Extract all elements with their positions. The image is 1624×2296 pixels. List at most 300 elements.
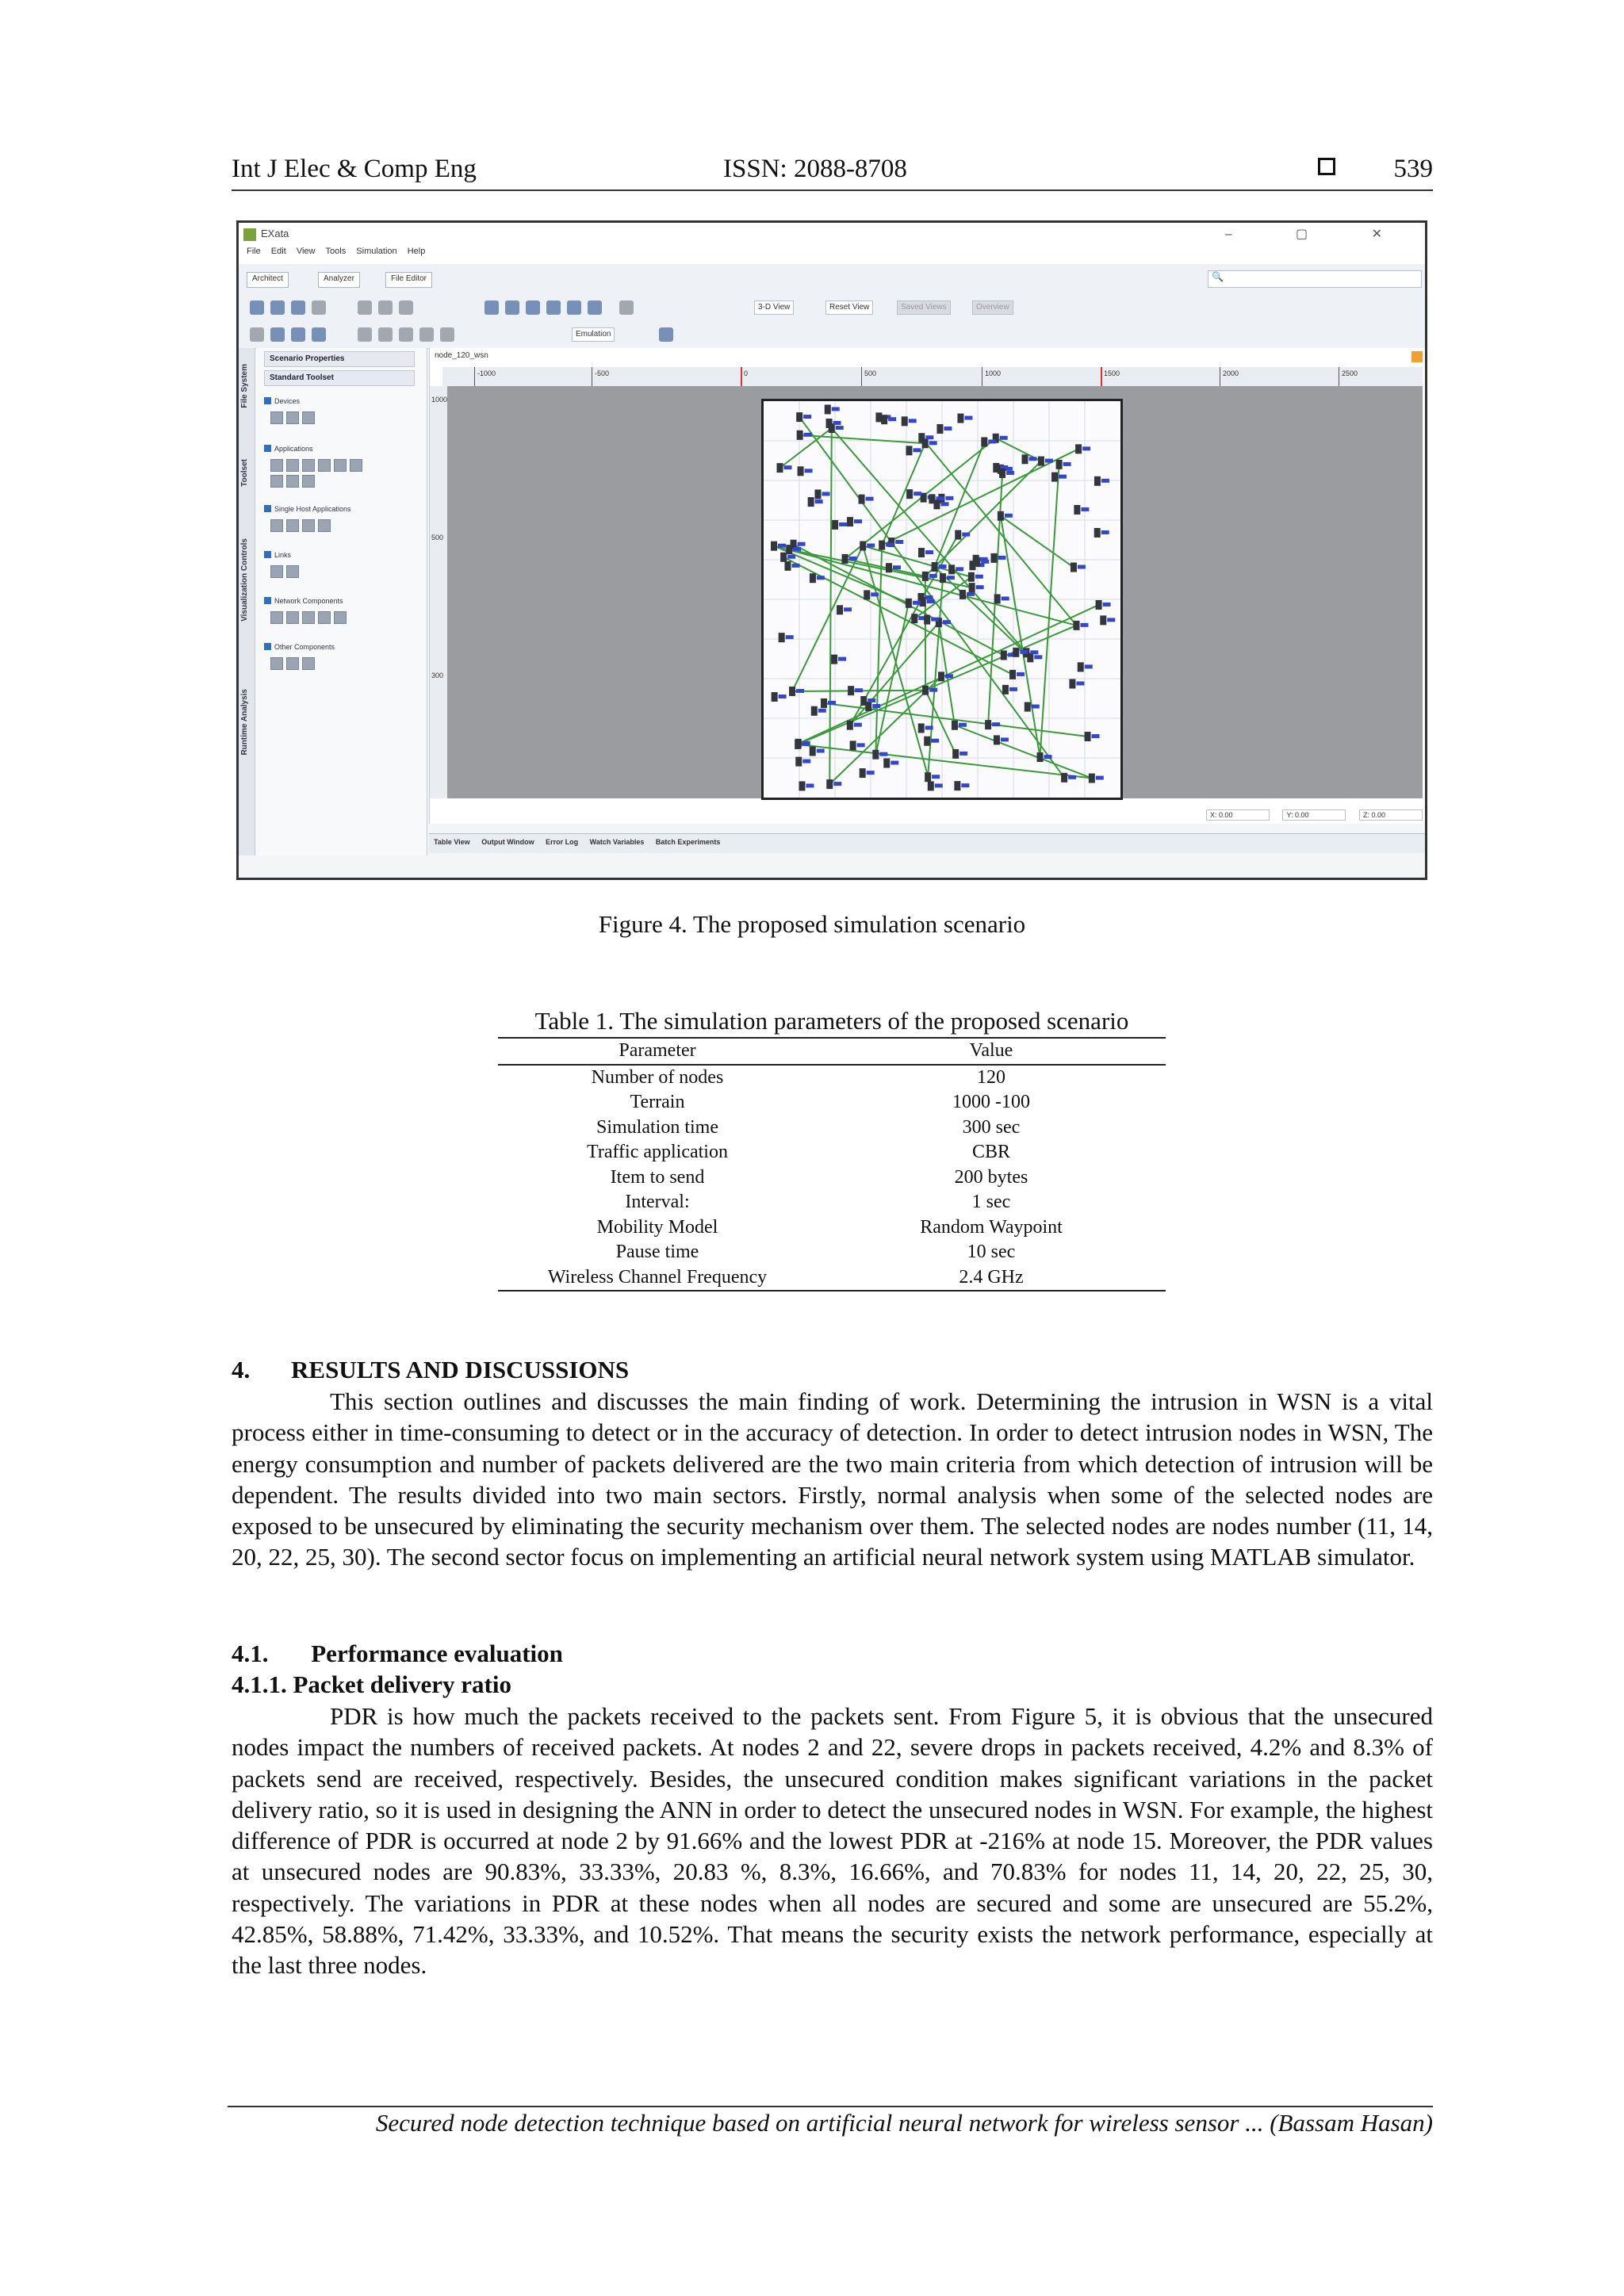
- table-row: [498, 1240, 1166, 1265]
- node-label-mark: [818, 709, 826, 713]
- node-label-mark: [1000, 436, 1008, 440]
- save-icon: [291, 300, 305, 315]
- node-label-mark: [1032, 705, 1040, 709]
- sensor-node: [1002, 685, 1009, 695]
- sensor-node: [796, 412, 802, 422]
- gear-icon: [270, 327, 285, 342]
- measure-icon: [619, 300, 634, 315]
- sensor-node: [1037, 752, 1044, 762]
- sensor-node: [906, 599, 912, 608]
- node-label-mark: [854, 723, 862, 727]
- node-label-mark: [817, 749, 825, 753]
- node-label-mark: [961, 783, 969, 787]
- table-row: [498, 1165, 1166, 1191]
- node-label-mark: [793, 547, 801, 551]
- table-row: [498, 1115, 1166, 1141]
- app-icon: [243, 228, 256, 241]
- node-label-mark: [802, 742, 810, 746]
- sensor-node: [940, 573, 946, 583]
- sensor-node: [860, 768, 866, 778]
- sensor-node: [932, 562, 938, 572]
- node-label-mark: [867, 544, 875, 548]
- node-label-mark: [1082, 446, 1090, 450]
- column-header: Value: [817, 1039, 1166, 1065]
- sensor-node: [993, 463, 999, 473]
- sensor-node: [881, 415, 887, 424]
- section-4-1-heading: [232, 1640, 563, 1668]
- value-cell: 200 bytes: [954, 1166, 1028, 1188]
- menu-edit: Edit: [270, 247, 286, 256]
- node-label-mark: [1107, 618, 1115, 622]
- bottom-tabs: [429, 833, 1427, 853]
- node-label-mark: [943, 620, 951, 624]
- network-component-icons: [270, 611, 350, 624]
- sensor-node: [968, 572, 975, 582]
- node-label-mark: [1092, 734, 1100, 738]
- node-label-mark: [962, 533, 970, 537]
- mode-analyzer: Analyzer: [318, 272, 360, 288]
- sensor-node: [902, 416, 908, 426]
- node-label-mark: [866, 497, 874, 501]
- sensor-node: [799, 781, 805, 790]
- sensor-node: [1094, 528, 1101, 538]
- journal-name: Int J Elec & Comp Eng: [232, 155, 477, 183]
- sensor-node: [848, 686, 854, 695]
- tab-visualization: Visualization Controls: [240, 538, 249, 622]
- running-footer: Secured node detection technique based on artificial neural network for wireless sensor ... (Bassam Hasan): [375, 2109, 1433, 2137]
- node-label-mark: [849, 557, 857, 561]
- sensor-node: [771, 541, 777, 551]
- node-label-mark: [1103, 603, 1111, 607]
- sensor-node: [924, 737, 930, 746]
- panel-toolset: Standard Toolset: [264, 370, 415, 386]
- tab-error-log: Error Log: [546, 838, 579, 846]
- node-label-mark: [1078, 565, 1086, 569]
- network-link: [863, 546, 971, 577]
- main-toolbar: [239, 294, 1425, 322]
- table-caption: Table 1. The simulation parameters of the proposed scenario: [498, 1007, 1166, 1039]
- page-number: 539: [1393, 155, 1433, 183]
- node-label-mark: [828, 701, 836, 705]
- sensor-node: [784, 561, 791, 571]
- node-label-mark: [1096, 776, 1104, 780]
- node-label-mark: [998, 556, 1005, 560]
- section-number: 4.1.: [232, 1640, 269, 1667]
- node-label-mark: [1080, 623, 1088, 627]
- node-label-mark: [945, 496, 953, 500]
- vertical-ruler: [430, 386, 448, 798]
- param-cell: Mobility Model: [596, 1216, 718, 1238]
- tab-output-window: Output Window: [481, 838, 534, 846]
- pause-icon: [399, 327, 413, 342]
- sensor-node: [808, 497, 814, 507]
- menu-help: Help: [407, 247, 426, 256]
- sensor-node: [1100, 615, 1106, 625]
- node-label-mark: [1063, 462, 1071, 466]
- sensor-node: [795, 740, 801, 749]
- sensor-node: [811, 706, 818, 716]
- sensor-node: [883, 759, 890, 768]
- node-label-mark: [1029, 457, 1037, 461]
- sensor-node: [1051, 473, 1058, 482]
- node-label-mark: [893, 565, 901, 569]
- sensor-node: [795, 757, 802, 767]
- node-label-mark: [925, 550, 933, 554]
- node-label-mark: [872, 704, 880, 708]
- node-label-mark: [964, 416, 972, 420]
- ruler-label: -500: [595, 369, 610, 377]
- link-icons: [270, 565, 302, 578]
- section-number: 4.: [232, 1356, 251, 1383]
- node-label-mark: [886, 543, 894, 547]
- wrench-icon: [659, 327, 673, 342]
- section-4-1-1-heading: 4.1.1. Packet delivery ratio: [232, 1670, 511, 1698]
- node-label-mark: [927, 599, 935, 603]
- node-label-mark: [1068, 775, 1076, 779]
- node-label-mark: [786, 635, 794, 639]
- network-link: [1001, 516, 1040, 757]
- sensor-node: [1073, 621, 1079, 630]
- application-icons: [270, 459, 366, 472]
- sensor-node: [1094, 476, 1101, 486]
- node-label-mark: [833, 782, 841, 786]
- sensor-node: [826, 779, 833, 789]
- sensor-node: [994, 735, 1000, 744]
- paste-icon: [399, 300, 413, 315]
- node-label-mark: [879, 752, 887, 756]
- emulation-select: Emulation: [572, 327, 615, 342]
- value-cell: Random Waypoint: [920, 1216, 1063, 1238]
- node-label-mark: [1034, 655, 1042, 659]
- node-label-mark: [857, 743, 865, 747]
- group-other-components: Other Components: [264, 643, 335, 651]
- sensor-node: [842, 554, 848, 564]
- node-label-mark: [939, 564, 947, 568]
- sensor-node: [925, 772, 931, 782]
- node-label-mark: [806, 783, 814, 787]
- sensor-node: [1069, 679, 1075, 688]
- value-cell: 120: [977, 1066, 1005, 1088]
- sensor-node: [918, 723, 925, 733]
- square-icon: [1318, 158, 1335, 175]
- node-label-mark: [871, 592, 879, 596]
- node-label-mark: [783, 465, 791, 469]
- network-graph: [764, 401, 1120, 798]
- tab-batch-experiments: Batch Experiments: [655, 838, 721, 846]
- table-row: [498, 1065, 1166, 1091]
- sensor-node: [928, 781, 934, 790]
- sensor-node: [981, 437, 987, 446]
- sensor-node: [922, 572, 929, 581]
- node-label-mark: [796, 689, 804, 693]
- sensor-node: [886, 563, 892, 572]
- refresh-icon: [312, 300, 326, 315]
- ruler-label: 500: [864, 369, 877, 377]
- node-label-mark: [1017, 672, 1025, 676]
- node-label-mark: [805, 469, 813, 473]
- sensor-node: [821, 698, 827, 708]
- node-label-mark: [1044, 755, 1052, 759]
- figure-caption: Figure 4. The proposed simulation scenario: [598, 910, 1026, 938]
- sensor-node: [999, 469, 1005, 478]
- node-label-mark: [838, 657, 846, 661]
- group-single-host: Single Host Applications: [264, 505, 351, 513]
- sensor-node: [1075, 444, 1082, 453]
- node-label-mark: [929, 441, 937, 445]
- node-label-mark: [895, 540, 903, 544]
- parameters-table: [498, 1039, 1166, 1292]
- issn: ISSN: 2088-8708: [723, 155, 907, 183]
- node-label-mark: [931, 739, 939, 743]
- table-row: [498, 1190, 1166, 1215]
- node-label-mark: [1076, 681, 1084, 685]
- node-label-mark: [1002, 596, 1009, 600]
- node-label-mark: [787, 555, 795, 559]
- wsn-terrain: [761, 399, 1123, 800]
- menu-tools: Tools: [325, 247, 347, 256]
- sensor-node: [994, 594, 1001, 603]
- sensor-node: [864, 590, 870, 599]
- sensor-node: [973, 555, 979, 564]
- node-label-mark: [815, 499, 823, 503]
- node-label-mark: [967, 592, 975, 596]
- node-label-mark: [1006, 471, 1014, 475]
- open-icon: [250, 300, 264, 315]
- value-cell: 2.4 GHz: [817, 1265, 1166, 1292]
- sensor-node: [779, 633, 785, 642]
- node-label-mark: [931, 618, 939, 622]
- folder-icon: [270, 300, 285, 315]
- node-label-mark: [925, 435, 933, 439]
- sensor-node: [906, 489, 913, 499]
- grid-icon: [250, 327, 264, 342]
- tab-watch-variables: Watch Variables: [589, 838, 645, 846]
- node-label-mark: [925, 725, 933, 729]
- vruler-label: 500: [431, 534, 444, 541]
- sensor-node: [826, 419, 833, 428]
- node-label-mark: [932, 775, 940, 779]
- skip-forward-icon: [440, 327, 454, 342]
- node-label-mark: [791, 564, 799, 568]
- sensor-node: [786, 545, 792, 554]
- section-4-1-1-paragraph: PDR is how much the packets received to the packets sent. From Figure 5, it is obvious that the unsecured nodes impact the numbers of received packets. At nodes 2 and 22, severe drops in packets received, 4.2% and 8.3% of packets send are received, respectively. Besides, the unsecured condition makes significant variations in the packet delivery ratio, so it is used in designing the ANN in order to detect the unsecured nodes in WSN. For example, the highest difference of PDR is occurred at node 2 by 91.66% and the lowest PDR at -216% at node 15. Moreover, the PDR values at unsecured nodes are 90.83%, 33.33%, 20.83 %, 8.3%, 16.66%, and 70.83% for nodes 11, 14, 20, 22, 25, 30, respectively. The variations in PDR at these nodes when all nodes are secured and some are unsecured are 55.2%, 42.85%, 58.88%, 71.42%, 33.33%, and 10.52%. That means the security exists the network performance, especially at the last three nodes.: [232, 1702, 1433, 1980]
- node-label-mark: [944, 427, 952, 430]
- node-label-mark: [959, 752, 967, 756]
- sensor-node: [954, 781, 960, 790]
- sensor-node: [957, 414, 963, 423]
- search-icon: 🔍: [1208, 270, 1422, 288]
- node-label-mark: [1085, 664, 1093, 668]
- running-header: [232, 155, 1433, 191]
- node-label-mark: [935, 783, 943, 787]
- sensor-node: [872, 750, 879, 760]
- y-coordinate: Y: 0.00: [1282, 809, 1346, 821]
- node-label-mark: [975, 575, 983, 579]
- network-link: [1040, 465, 1059, 757]
- node-label-mark: [798, 542, 806, 546]
- node-label-mark: [802, 760, 810, 763]
- record-icon: [312, 327, 326, 342]
- value-cell: 10 sec: [967, 1242, 1016, 1262]
- table-row: [498, 1140, 1166, 1165]
- node-label-mark: [891, 761, 898, 765]
- sensor-node: [780, 553, 787, 562]
- vruler-label: 1000: [431, 396, 448, 404]
- sensor-node: [911, 614, 917, 623]
- app-title: EXata: [261, 228, 289, 239]
- sensor-node: [860, 696, 867, 706]
- z-coordinate: Z: 0.00: [1359, 809, 1423, 821]
- sensor-node: [776, 463, 783, 473]
- sensor-node: [825, 404, 831, 414]
- node-label-mark: [913, 448, 921, 452]
- sensor-node: [959, 590, 966, 599]
- close-icon: [1411, 351, 1423, 362]
- section-title: Performance evaluation: [311, 1640, 563, 1667]
- ruler-mark: [861, 367, 862, 386]
- node-label-mark: [1045, 459, 1053, 463]
- sensor-node: [952, 749, 959, 759]
- ruler-label: 1500: [1104, 369, 1120, 377]
- table-row: [498, 1090, 1166, 1115]
- param-cell: Terrain: [630, 1092, 685, 1112]
- tab-table-view: Table View: [434, 838, 470, 846]
- reset-view: Reset View: [825, 300, 873, 315]
- column-header: Parameter: [498, 1039, 817, 1065]
- ruler-label: 1000: [985, 369, 1002, 377]
- section-4-heading: [232, 1356, 629, 1384]
- sensor-node: [1001, 651, 1007, 660]
- ruler-label: 0: [744, 369, 749, 377]
- sensor-node: [936, 424, 943, 434]
- scenario-canvas: [429, 348, 1427, 824]
- menu-file: File: [247, 247, 261, 256]
- param-cell: Item to send: [610, 1166, 705, 1188]
- lasso-icon: [505, 300, 519, 315]
- node-label-mark: [980, 557, 988, 561]
- sensor-node: [1025, 702, 1031, 712]
- node-label-mark: [1081, 507, 1089, 511]
- node-label-mark: [1101, 479, 1109, 483]
- node-label-mark: [803, 415, 811, 419]
- side-tabs: [239, 348, 255, 855]
- network-link: [824, 703, 1088, 737]
- node-label-mark: [832, 407, 840, 411]
- sensor-node: [860, 541, 866, 551]
- ruler-label: -1000: [477, 369, 496, 377]
- node-label-mark: [925, 595, 933, 599]
- sensor-node: [1089, 774, 1095, 783]
- mode-bar: [239, 264, 1425, 295]
- sensor-node: [948, 564, 955, 574]
- other-component-icons: [270, 657, 318, 670]
- properties-panel: [256, 348, 427, 855]
- play-icon: [378, 327, 393, 342]
- group-links: Links: [264, 551, 291, 559]
- vruler-label: 300: [431, 672, 444, 679]
- node-label-mark: [778, 544, 786, 548]
- group-applications: Applications: [264, 445, 313, 453]
- node-label-mark: [940, 502, 948, 506]
- node-label-mark: [909, 419, 917, 423]
- menu-simulation: Simulation: [356, 247, 397, 256]
- table-row: [498, 1215, 1166, 1241]
- select-icon: [485, 300, 499, 315]
- node-label-mark: [913, 601, 921, 605]
- sensor-node: [810, 573, 816, 583]
- node-label-mark: [867, 771, 875, 775]
- zoom-out-icon: [588, 300, 602, 315]
- group-devices: Devices: [264, 397, 300, 405]
- sensor-node: [850, 740, 856, 750]
- sensor-node: [810, 747, 816, 756]
- zoom-in-icon: [567, 300, 581, 315]
- simulation-screenshot: [236, 220, 1427, 880]
- sensor-node: [1061, 773, 1067, 783]
- run-toolbar: [239, 321, 1425, 349]
- node-label-mark: [956, 567, 963, 571]
- node-label-mark: [929, 688, 937, 692]
- tab-runtime-analysis: Runtime Analysis: [240, 689, 249, 756]
- node-label-mark: [1005, 514, 1013, 518]
- copy-icon: [378, 300, 393, 315]
- menu-view: View: [296, 247, 316, 256]
- sensor-node: [990, 553, 997, 563]
- cut-icon: [358, 300, 372, 315]
- param-cell: Traffic application: [587, 1142, 728, 1162]
- node-label-mark: [992, 722, 1000, 726]
- sensor-node: [1078, 662, 1084, 672]
- mode-file-editor: File Editor: [385, 272, 432, 288]
- pan-icon: [526, 300, 540, 315]
- value-cell: 1000 -100: [952, 1092, 1030, 1112]
- value-cell: 1 sec: [971, 1192, 1011, 1212]
- section-title: RESULTS AND DISCUSSIONS: [291, 1356, 630, 1383]
- panel-title: Scenario Properties: [264, 351, 415, 367]
- node-label-mark: [888, 417, 896, 421]
- param-cell: Number of nodes: [591, 1066, 724, 1088]
- node-label-mark: [1059, 475, 1067, 479]
- node-label-mark: [822, 492, 829, 496]
- device-icons: [270, 411, 318, 424]
- sensor-node: [1074, 505, 1080, 515]
- horizontal-ruler: [442, 367, 1423, 387]
- footer-rule: [228, 2106, 1433, 2107]
- node-label-mark: [929, 574, 937, 578]
- node-label-mark: [914, 492, 921, 496]
- sensor-node: [1009, 670, 1016, 679]
- sensor-node: [859, 495, 865, 504]
- node-label-mark: [833, 421, 841, 425]
- sensor-node: [1013, 648, 1019, 657]
- node-label-mark: [817, 576, 825, 580]
- node-label-mark: [844, 607, 852, 611]
- node-label-mark: [988, 439, 996, 443]
- sensor-node: [1085, 732, 1091, 741]
- ruler-label: 2000: [1223, 369, 1239, 377]
- application-icons-2: [270, 475, 318, 488]
- sensor-node: [879, 541, 885, 550]
- sensor-node: [814, 489, 821, 499]
- sensor-node: [922, 686, 929, 695]
- camera-icon: [291, 327, 305, 342]
- sensor-node: [918, 548, 925, 557]
- sensor-node: [906, 446, 912, 455]
- rotate-icon: [546, 300, 561, 315]
- sensor-node: [938, 672, 944, 681]
- sensor-node: [789, 687, 795, 696]
- node-label-mark: [1030, 650, 1038, 654]
